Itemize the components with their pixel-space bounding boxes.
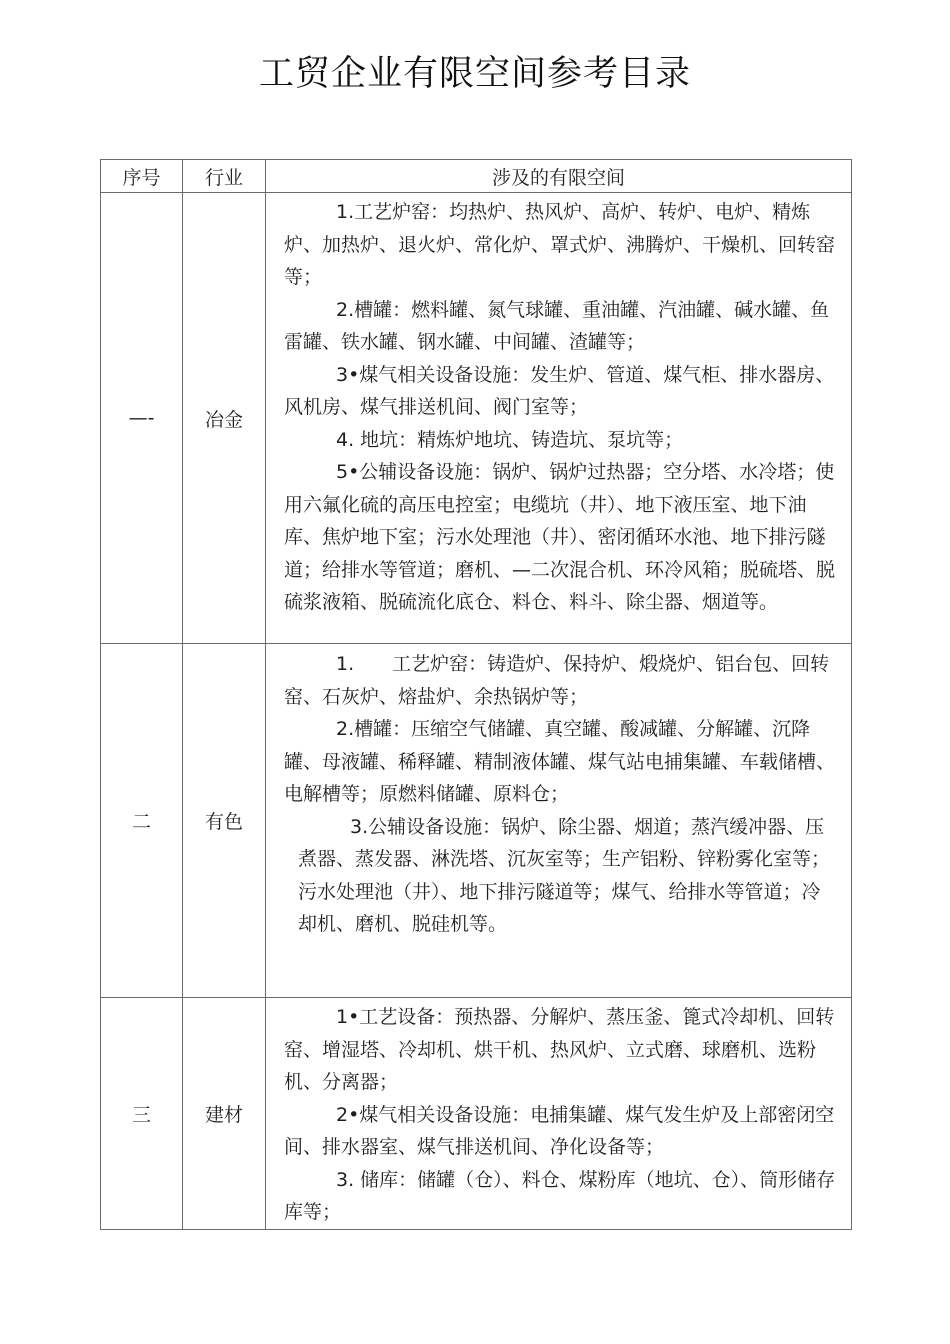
space-item: 3.公辅设备设施：锅炉、除尘器、烟道；蒸汽缓冲器、压煮器、蒸发器、淋洗塔、沉灰室等；生产铝粉、锌粉雾化室等；污水处理池（井）、地下排污隧道等；煤气、给排水等管道；冷却机、磨机、脱硅机等。 bbox=[298, 815, 831, 935]
space-item: 1. 工艺炉窑：铸造炉、保持炉、煅烧炉、铝台包、回转窑、石灰炉、熔盐炉、余热锅炉等； bbox=[284, 653, 830, 708]
table-row bbox=[101, 998, 852, 1230]
space-item: 2•煤气相关设备设施：电捕集罐、煤气发生炉及上部密闭空间、排水器室、煤气排送机间、净化设备等； bbox=[284, 1103, 835, 1158]
space-item: 2.槽罐：燃料罐、氮气球罐、重油罐、汽油罐、碱水罐、鱼雷罐、铁水罐、钢水罐、中间罐、渣罐等； bbox=[284, 298, 830, 353]
table-header-row bbox=[101, 160, 852, 193]
row-number: —- bbox=[101, 193, 183, 644]
space-item: 5•公辅设备设施：锅炉、锅炉过热器；空分塔、水冷塔；使用六氟化硫的高压电控室；电缆坑（井）、地下液压室、地下油库、焦炉地下室；污水处理池（井）、密闭循环水池、地下排污隧道；给排水等管道；磨机、—二次混合机、环冷风箱；脱硫塔、脱硫浆液箱、脱硫流化底仓、料仓、料斗、除尘器、烟道等。 bbox=[284, 461, 836, 613]
table-row bbox=[101, 193, 852, 644]
space-item: 1•工艺设备：预热器、分解炉、蒸压釜、篦式冷却机、回转窑、增湿塔、冷却机、烘干机、热风炉、立式磨、球磨机、选粉机、分离器； bbox=[284, 1006, 835, 1093]
row-confined-spaces bbox=[266, 998, 852, 1230]
row-number: 二 bbox=[101, 644, 183, 998]
row-industry: 冶金 bbox=[183, 193, 266, 644]
page-title: 工贸企业有限空间参考目录 bbox=[258, 54, 691, 94]
space-item: 1.工艺炉窑：均热炉、热风炉、高炉、转炉、电炉、精炼炉、加热炉、退火炉、常化炉、罩式炉、沸腾炉、干燥机、回转窑等； bbox=[284, 201, 836, 288]
row-industry: 有色 bbox=[183, 644, 266, 998]
row-number: 三 bbox=[101, 998, 183, 1230]
header-industry: 行业 bbox=[183, 160, 266, 193]
header-number: 序号 bbox=[101, 160, 183, 193]
space-item: 2.槽罐：压缩空气储罐、真空罐、酸减罐、分解罐、沉降罐、母液罐、稀释罐、精制液体罐、煤气站电捕集罐、车载储槽、电解槽等；原燃料储罐、原料仓； bbox=[284, 718, 836, 805]
space-item: 3•煤气相关设备设施：发生炉、管道、煤气柜、排水器房、风机房、煤气排送机间、阀门室等； bbox=[284, 363, 835, 418]
confined-space-catalog-table bbox=[100, 159, 852, 1230]
space-item: 3. 储库：储罐（仓）、料仓、煤粉库（地坑、仓）、筒形储存库等； bbox=[284, 1168, 836, 1223]
space-item: 4. 地坑：精炼炉地坑、铸造坑、泵坑等； bbox=[336, 428, 684, 451]
row-confined-spaces bbox=[266, 193, 852, 644]
row-industry: 建材 bbox=[183, 998, 266, 1230]
table-row bbox=[101, 644, 852, 998]
row-confined-spaces bbox=[266, 644, 852, 998]
header-confined-spaces: 涉及的有限空间 bbox=[266, 160, 852, 193]
